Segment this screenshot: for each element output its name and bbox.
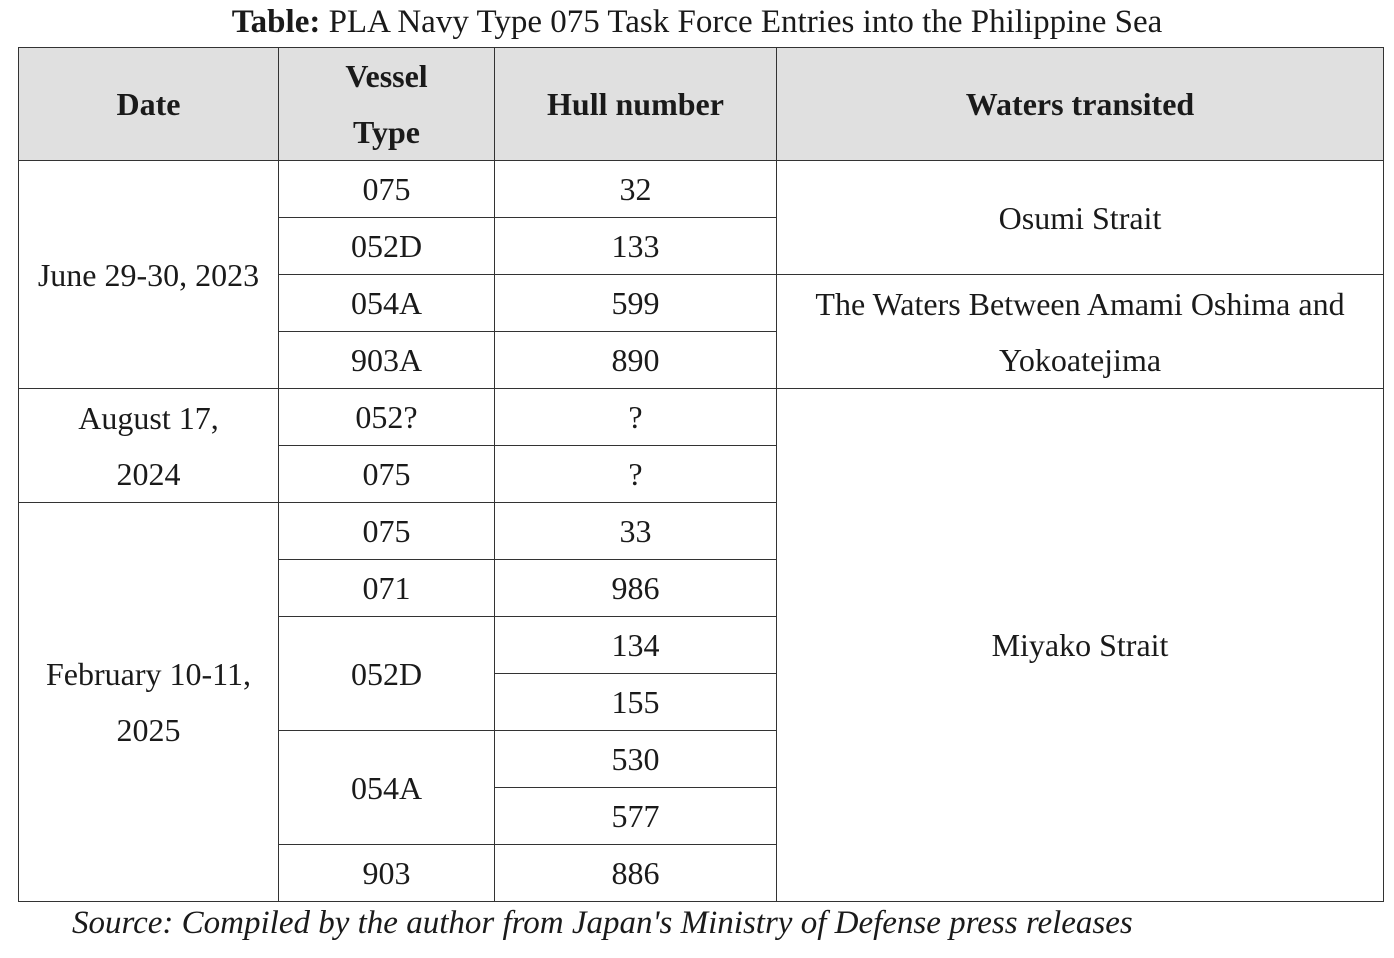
- hull-number-cell: 530: [495, 731, 777, 788]
- header-row: [19, 48, 1384, 161]
- vessel-type-cell: 075: [279, 446, 495, 503]
- vessel-type-cell: 071: [279, 560, 495, 617]
- hull-number-cell: 890: [495, 332, 777, 389]
- waters-cell: Miyako Strait: [777, 389, 1384, 902]
- hull-number-cell: 577: [495, 788, 777, 845]
- date-label: February 10-11, 2025: [46, 656, 251, 748]
- hull-number-cell: ?: [495, 446, 777, 503]
- date-cell: [19, 389, 279, 503]
- hull-number-cell: 134: [495, 617, 777, 674]
- vessel-type-cell: 054A: [279, 731, 495, 845]
- vessel-type-cell: 075: [279, 503, 495, 560]
- date-cell: [19, 161, 279, 389]
- vessel-type-cell: 903: [279, 845, 495, 902]
- hull-number-cell: 886: [495, 845, 777, 902]
- date-label: August 17, 2024: [78, 399, 219, 492]
- vessel-type-cell: 054A: [279, 275, 495, 332]
- vessel-type-cell: 903A: [279, 332, 495, 389]
- vessel-type-cell: 075: [279, 161, 495, 218]
- hull-number-cell: 155: [495, 674, 777, 731]
- waters-cell: [777, 275, 1384, 389]
- hull-number-cell: 133: [495, 218, 777, 275]
- header-vessel-type-label: Vessel Type: [345, 58, 428, 150]
- vessel-type-cell: 052D: [279, 218, 495, 275]
- waters-cell: Osumi Strait: [777, 161, 1384, 275]
- waters-label: The Waters Between Amami Oshima and Yokoatejima: [815, 285, 1345, 378]
- hull-number-cell: ?: [495, 389, 777, 446]
- table-row: [19, 161, 1384, 218]
- header-vessel-type: [279, 48, 495, 161]
- hull-number-cell: 32: [495, 161, 777, 218]
- header-waters: Waters transited: [777, 48, 1384, 161]
- date-label: June 29-30, 2023: [37, 256, 260, 293]
- hull-number-cell: 599: [495, 275, 777, 332]
- table-title-prefix: Table:: [231, 4, 321, 40]
- table-row: [19, 389, 1384, 446]
- date-cell: [19, 503, 279, 902]
- vessel-type-cell: 052D: [279, 617, 495, 731]
- vessel-type-cell: 052?: [279, 389, 495, 446]
- source-note: Source: Compiled by the author from Japan's Ministry of Defense press releases: [72, 905, 1133, 941]
- hull-number-cell: 986: [495, 560, 777, 617]
- hull-number-cell: 33: [495, 503, 777, 560]
- header-date: Date: [19, 48, 279, 161]
- vessel-table: [18, 47, 1384, 902]
- header-hull-number: Hull number: [495, 48, 777, 161]
- table-title-text: PLA Navy Type 075 Task Force Entries into the Philippine Sea: [320, 4, 1163, 40]
- table-title: [0, 0, 1394, 46]
